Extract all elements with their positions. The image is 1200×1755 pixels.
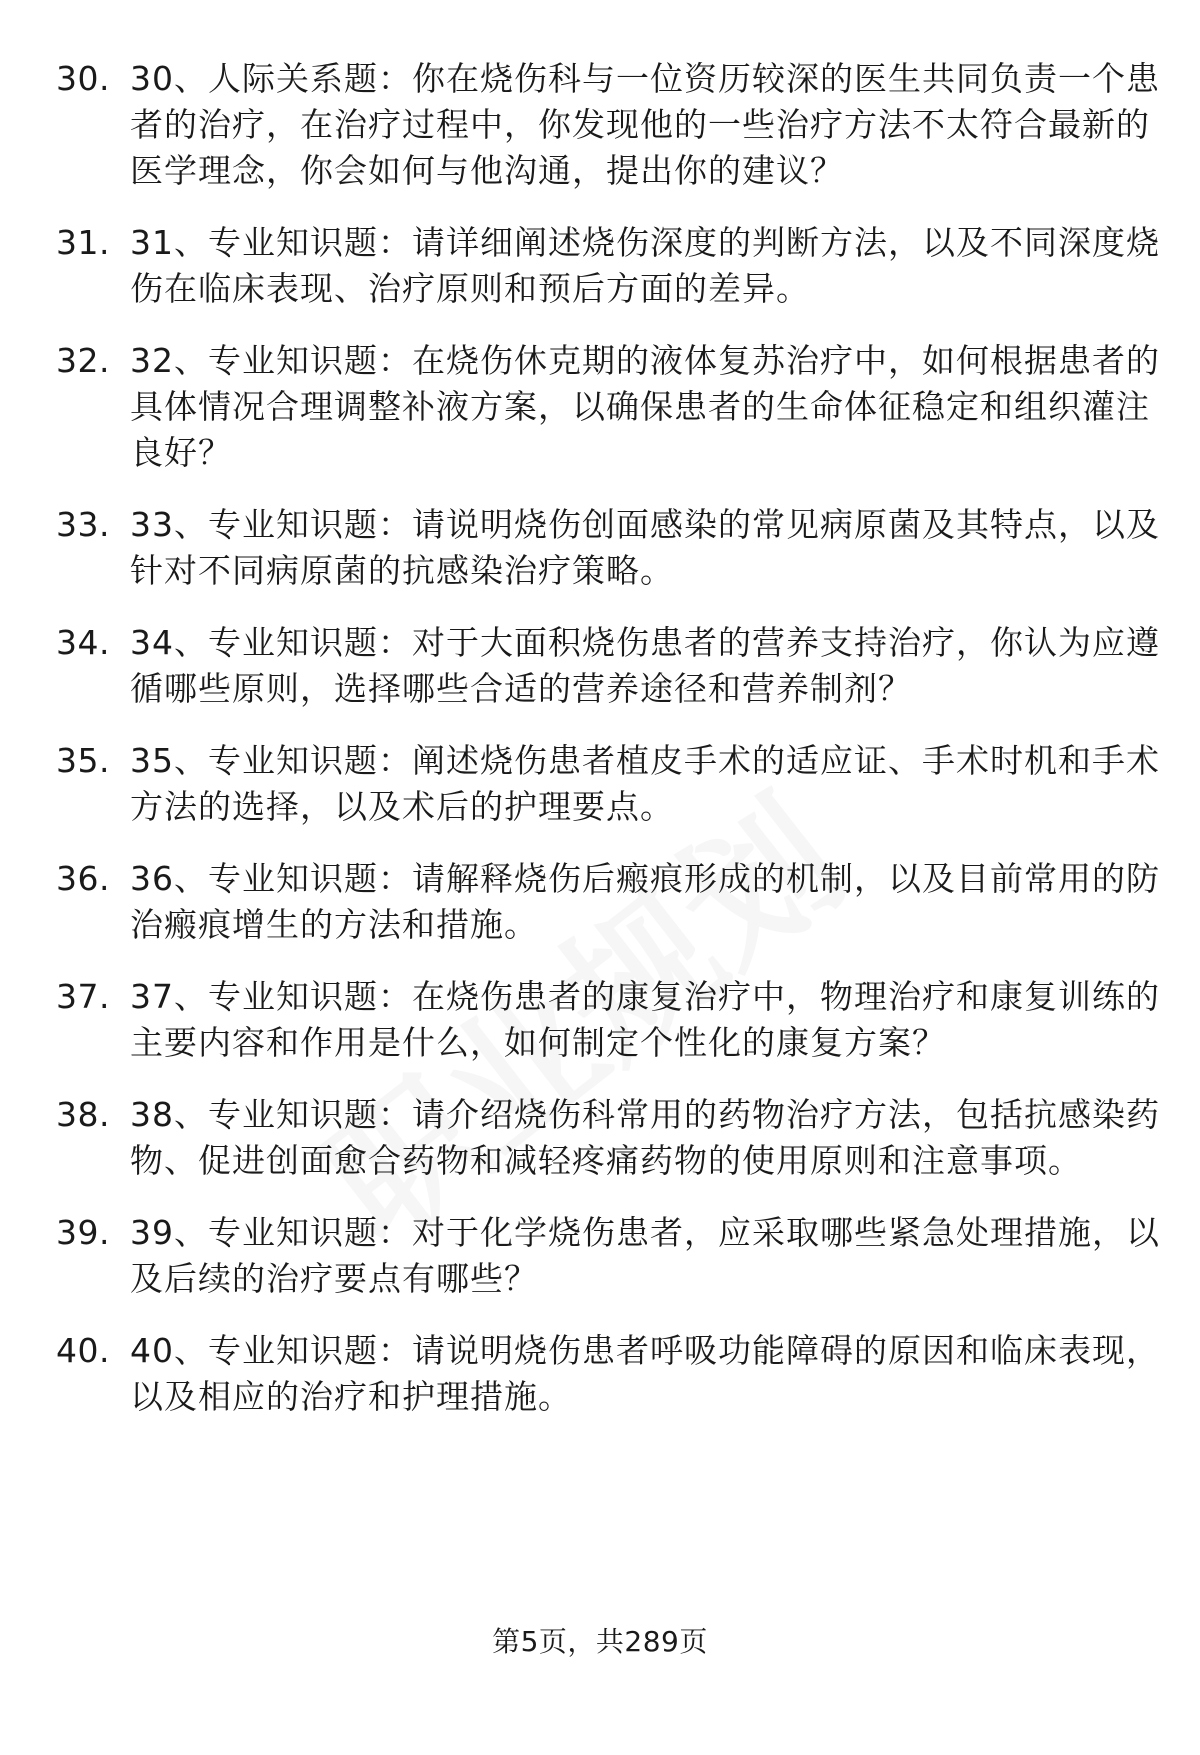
list-item xyxy=(56,974,1166,1066)
question-number: 37. xyxy=(56,977,110,1016)
question-text: 40、专业知识题：请说明烧伤患者呼吸功能障碍的原因和临床表现，以及相应的治疗和护理措施。 xyxy=(130,1331,1160,1416)
question-text: 33、专业知识题：请说明烧伤创面感染的常见病原菌及其特点，以及针对不同病原菌的抗感染治疗策略。 xyxy=(130,505,1160,590)
question-text: 35、专业知识题：阐述烧伤患者植皮手术的适应证、手术时机和手术方法的选择，以及术后的护理要点。 xyxy=(130,741,1160,826)
question-number: 40. xyxy=(56,1331,110,1370)
list-item xyxy=(56,502,1166,594)
list-item xyxy=(56,220,1166,312)
question-number: 32. xyxy=(56,341,110,380)
list-item xyxy=(56,1092,1166,1184)
question-number: 39. xyxy=(56,1213,110,1252)
page-footer xyxy=(0,1622,1200,1662)
list-item xyxy=(56,856,1166,948)
list-item xyxy=(56,56,1166,194)
question-text: 39、专业知识题：对于化学烧伤患者，应采取哪些紧急处理措施，以及后续的治疗要点有哪些？ xyxy=(130,1213,1160,1298)
question-number: 36. xyxy=(56,859,110,898)
question-text: 32、专业知识题：在烧伤休克期的液体复苏治疗中，如何根据患者的具体情况合理调整补液方案，以确保患者的生命体征稳定和组织灌注良好？ xyxy=(130,341,1160,472)
question-text: 37、专业知识题：在烧伤患者的康复治疗中，物理治疗和康复训练的主要内容和作用是什么，如何制定个性化的康复方案？ xyxy=(130,977,1160,1062)
list-item xyxy=(56,1210,1166,1302)
list-item xyxy=(56,338,1166,476)
question-text: 30、人际关系题：你在烧伤科与一位资历较深的医生共同负责一个患者的治疗，在治疗过程中，你发现他的一些治疗方法不太符合最新的医学理念，你会如何与他沟通，提出你的建议？ xyxy=(130,59,1160,190)
question-text: 31、专业知识题：请详细阐述烧伤深度的判断方法，以及不同深度烧伤在临床表现、治疗原则和预后方面的差异。 xyxy=(130,223,1160,308)
list-item xyxy=(56,620,1166,712)
list-item xyxy=(56,1328,1166,1420)
question-number: 38. xyxy=(56,1095,110,1134)
page-number: 第5页，共289页 xyxy=(492,1625,708,1658)
question-list xyxy=(56,56,1166,1446)
question-text: 34、专业知识题：对于大面积烧伤患者的营养支持治疗，你认为应遵循哪些原则，选择哪些合适的营养途径和营养制剂？ xyxy=(130,623,1160,708)
question-number: 31. xyxy=(56,223,110,262)
question-number: 34. xyxy=(56,623,110,662)
question-number: 30. xyxy=(56,59,110,98)
question-number: 33. xyxy=(56,505,110,544)
question-text: 38、专业知识题：请介绍烧伤科常用的药物治疗方法，包括抗感染药物、促进创面愈合药物和减轻疼痛药物的使用原则和注意事项。 xyxy=(130,1095,1160,1180)
list-item xyxy=(56,738,1166,830)
question-text: 36、专业知识题：请解释烧伤后瘢痕形成的机制，以及目前常用的防治瘢痕增生的方法和措施。 xyxy=(130,859,1160,944)
question-number: 35. xyxy=(56,741,110,780)
